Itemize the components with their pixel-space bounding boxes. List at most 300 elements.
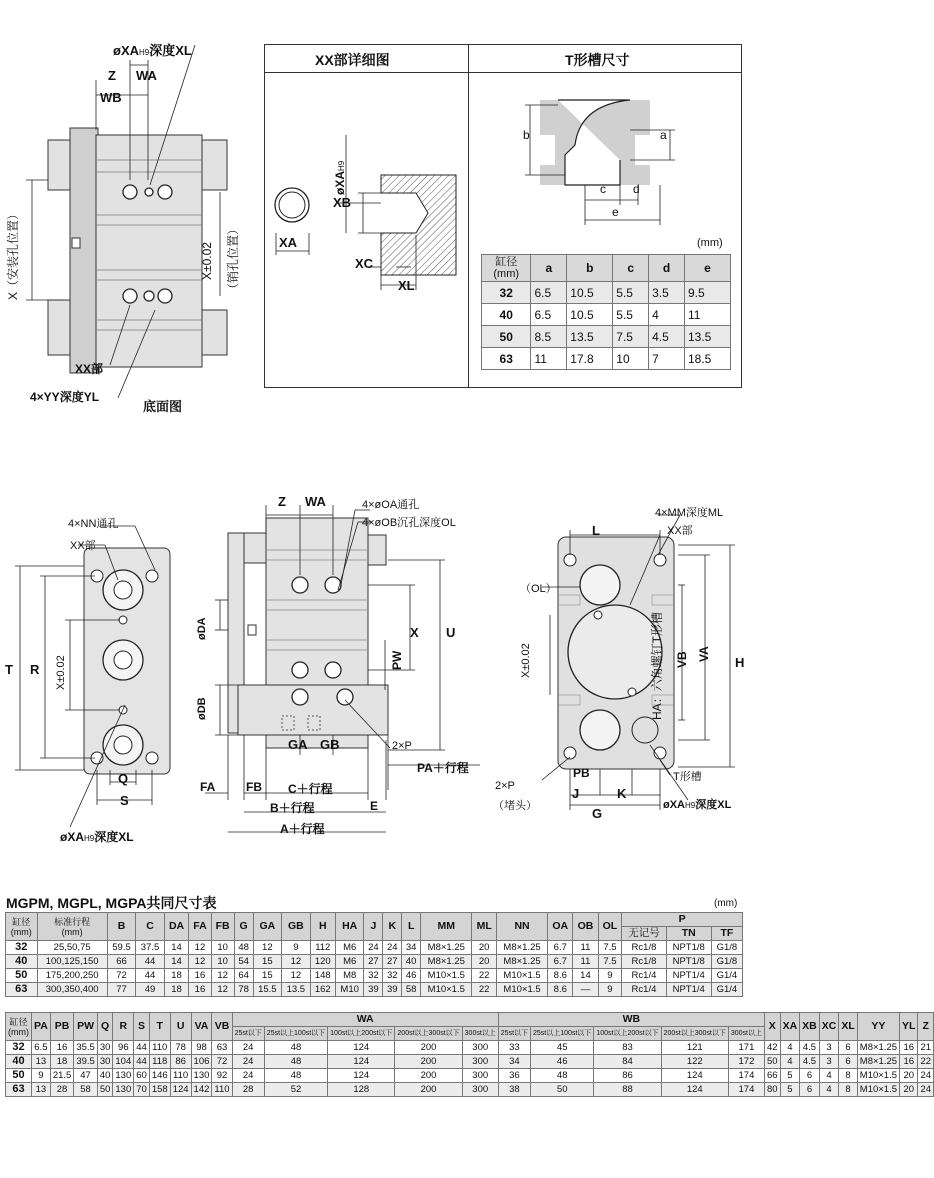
h-label: H (735, 655, 745, 670)
dims1-head: HA (335, 913, 364, 941)
dims1-cell: 49 (136, 983, 165, 997)
dims2-head: YL (900, 1013, 918, 1041)
dims2-cell: 4.5 (800, 1041, 820, 1055)
mm-label: 4×MM深度ML (655, 507, 724, 519)
dims2-cell: 20 (900, 1069, 918, 1083)
dims2-cell: 34 (498, 1055, 530, 1069)
dims2-cell: 92 (212, 1069, 232, 1083)
dims1-cell: Rc1/8 (622, 941, 666, 955)
bottom-view-caption: 底面图 (143, 399, 183, 414)
dims2-cell: 110 (212, 1083, 232, 1097)
tslot-head: e (684, 255, 730, 282)
tslot-cell: 50 (482, 326, 531, 348)
dims1-cell: 15 (253, 955, 282, 969)
dims2-cell: 146 (149, 1069, 170, 1083)
dims2-cell: 16 (900, 1055, 918, 1069)
dims2-cell: 48 (264, 1069, 327, 1083)
dims2-cell: 4 (780, 1055, 800, 1069)
dims2-w-sub: 100st以上200st以下 (328, 1027, 395, 1041)
dims2-cell: 40 (6, 1055, 32, 1069)
b-stroke-label: B＋行程 (270, 801, 315, 815)
tslot-title: T形槽尺寸 (565, 52, 630, 68)
dims1-cell: 50 (6, 969, 38, 983)
dims1-cell: 37.5 (136, 941, 165, 955)
dims1-cell: NPT1/8 (666, 941, 711, 955)
dims1-cell: 24 (383, 941, 402, 955)
dims1-cell: 46 (402, 969, 421, 983)
dims1-cell: 59.5 (107, 941, 136, 955)
dims2-cell: 63 (6, 1083, 32, 1097)
dims2-cell: 300 (462, 1083, 498, 1097)
dims2-cell: 106 (191, 1055, 212, 1069)
dims1-cell: 10 (211, 941, 234, 955)
dims2-cell: 96 (113, 1041, 134, 1055)
dims2-cell: 6 (800, 1083, 820, 1097)
tslot-head: b (567, 255, 613, 282)
e-label: E (370, 799, 379, 813)
oa-label: 4×øOA通孔 (362, 499, 420, 511)
dims2-cell: 70 (134, 1083, 150, 1097)
j-label: J (572, 786, 580, 801)
xa2-label: XA (279, 235, 298, 250)
dims2-cell: 83 (594, 1041, 661, 1055)
dims1-cell: 78 (234, 983, 253, 997)
ob-label: 4×øOB沉孔深度OL (362, 517, 456, 529)
g-label: G (592, 806, 603, 821)
dims-table-2 (5, 1012, 934, 1097)
tslot-cell: 32 (482, 282, 531, 304)
dims2-cell: 44 (134, 1055, 150, 1069)
dims2-cell: M10×1.5 (857, 1069, 899, 1083)
dims1-head: K (383, 913, 402, 941)
dims2-cell: 300 (462, 1041, 498, 1055)
dims2-cell: 28 (50, 1083, 74, 1097)
dims2-cell: 104 (113, 1055, 134, 1069)
dims1-cell: 6.7 (548, 941, 573, 955)
tslot-cell: 10.5 (567, 282, 613, 304)
side-wa-label: WA (305, 494, 326, 509)
fa-label: FA (200, 780, 216, 794)
dims1-cell: M10×1.5 (496, 983, 547, 997)
dims1-cell: 32 (383, 969, 402, 983)
dims2-cell: 8 (839, 1069, 857, 1083)
dims1-cell: 9 (598, 983, 622, 997)
dims1-cell: 10 (211, 955, 234, 969)
t-label: T (5, 662, 13, 677)
dims1-cell: 8.6 (548, 983, 573, 997)
dims1-cell: 300,350,400 (37, 983, 107, 997)
dims1-p-sub: TF (711, 927, 742, 941)
dims1-cell: 20 (472, 941, 496, 955)
dims2-w-sub: 200st以上300st以下 (395, 1027, 462, 1041)
dims1-cell: Rc1/8 (622, 955, 666, 969)
side-x-label: X (410, 625, 419, 640)
tslot-cell: 6.5 (531, 282, 567, 304)
va-label: VA (697, 646, 711, 662)
tslot-cell: 13.5 (684, 326, 730, 348)
dims1-head: ML (472, 913, 496, 941)
dims2-cell: 4.5 (800, 1055, 820, 1069)
tslot-head: c (613, 255, 649, 282)
dims2-cell: 200 (395, 1055, 462, 1069)
plug-label: （堵头） (493, 800, 537, 812)
dims1-head: P (622, 913, 743, 927)
tslot-cell: 9.5 (684, 282, 730, 304)
dims2-cell: 50 (531, 1083, 594, 1097)
dims1-cell: M6 (335, 955, 364, 969)
dims1-cell: M8×1.25 (421, 941, 472, 955)
dims2-cell: 300 (462, 1069, 498, 1083)
dims2-cell: 200 (395, 1041, 462, 1055)
dims2-cell: 50 (765, 1055, 781, 1069)
x-pin-sub-label: （销孔位置） (226, 222, 240, 295)
dims2-cell: 8 (839, 1083, 857, 1097)
dims1-cell: 32 (6, 941, 38, 955)
x-mount-label: X（安装孔位置） (6, 207, 20, 300)
dims1-cell: M8 (335, 969, 364, 983)
dims1-head: B (107, 913, 136, 941)
dims1-cell: M10×1.5 (496, 969, 547, 983)
end-x-label: X±0.02 (520, 643, 532, 678)
tslot-cell: 18.5 (684, 348, 730, 370)
tslot-cell: 5.5 (613, 304, 649, 326)
dims2-cell: 6 (839, 1055, 857, 1069)
dims2-cell: 30 (97, 1055, 113, 1069)
xc-label: XC (355, 256, 374, 271)
dims-table-1 (5, 912, 743, 997)
dims2-cell: 9 (32, 1069, 51, 1083)
dims-title: MGPM, MGPL, MGPA共同尺寸表 (6, 895, 217, 911)
dims1-cell: 22 (472, 983, 496, 997)
tslot-cell: 7 (649, 348, 685, 370)
dims-unit: (mm) (714, 898, 738, 909)
dims2-w-sub: 300st以上 (728, 1027, 764, 1041)
dims2-w-sub: 25st以下 (232, 1027, 264, 1041)
front-xa-label: øXAH9深度XL (60, 830, 134, 844)
dims1-head: C (136, 913, 165, 941)
dims1-cell: 48 (234, 941, 253, 955)
dims2-cell: 98 (191, 1041, 212, 1055)
dims2-cell: 6 (800, 1069, 820, 1083)
dims2-cell: 24 (918, 1083, 934, 1097)
dims2-cell: 124 (661, 1069, 728, 1083)
dims2-head: YY (857, 1013, 899, 1041)
dims2-cell: 200 (395, 1083, 462, 1097)
dims2-cell: M10×1.5 (857, 1083, 899, 1097)
dims1-cell: 34 (402, 941, 421, 955)
tslot-cell: 6.5 (531, 304, 567, 326)
dims1-head: GB (282, 913, 311, 941)
dims1-cell: 40 (6, 955, 38, 969)
dims2-cell: 88 (594, 1083, 661, 1097)
dims1-cell: 16 (189, 983, 211, 997)
dims1-cell: 12 (211, 983, 234, 997)
tslot-head: a (531, 255, 567, 282)
yy-label: 4×YY深度YL (30, 390, 100, 404)
dims1-cell: 44 (136, 955, 165, 969)
dims1-head: 标准行程 (mm) (37, 913, 107, 941)
dims1-head: OL (598, 913, 622, 941)
dims2-head: XA (780, 1013, 800, 1041)
dims2-cell: 124 (328, 1069, 395, 1083)
db-label: øDB (196, 697, 208, 720)
dims1-head: FB (211, 913, 234, 941)
side-p-label: 2×P (392, 740, 412, 752)
dims2-w-sub: 25st以上100st以下 (531, 1027, 594, 1041)
xx-detail-title: XX部详细图 (315, 52, 390, 68)
dims2-head: VB (212, 1013, 232, 1041)
dims1-cell: 12 (211, 969, 234, 983)
c-stroke-label: C＋行程 (288, 782, 333, 796)
dims1-cell: 39 (364, 983, 383, 997)
dims2-cell: 130 (113, 1083, 134, 1097)
dims1-cell: G1/4 (711, 983, 742, 997)
dims2-cell: M8×1.25 (857, 1055, 899, 1069)
dims1-cell: 14 (164, 941, 188, 955)
dims1-cell: G1/8 (711, 955, 742, 969)
nn-label: 4×NN通孔 (68, 518, 119, 530)
dims2-cell: 3 (819, 1041, 839, 1055)
dims2-cell: 58 (74, 1083, 98, 1097)
dims2-cell: 142 (191, 1083, 212, 1097)
dims1-cell: 12 (189, 955, 211, 969)
dims2-cell: 48 (264, 1041, 327, 1055)
dims1-cell: NPT1/8 (666, 955, 711, 969)
tslot-b-label: b (523, 128, 530, 142)
dims1-cell: 175,200,250 (37, 969, 107, 983)
dims1-cell: 54 (234, 955, 253, 969)
end-xa-label: øXAH9深度XL (663, 799, 732, 811)
dims1-cell: 11 (573, 941, 598, 955)
pw-label: PW (390, 650, 404, 670)
dims2-cell: 13 (32, 1083, 51, 1097)
dims2-cell: 16 (900, 1041, 918, 1055)
dims1-cell: 112 (310, 941, 335, 955)
da-label: øDA (196, 617, 208, 640)
dims1-cell: M10 (335, 983, 364, 997)
tslot-cell: 11 (684, 304, 730, 326)
side-view-drawing (190, 490, 530, 840)
side-z-label: Z (278, 494, 286, 509)
dims2-cell: 60 (134, 1069, 150, 1083)
dims2-cell: 35.5 (74, 1041, 98, 1055)
dims1-cell: Rc1/4 (622, 983, 666, 997)
xx-detail-drawing (266, 75, 466, 375)
xl-label: XL (398, 278, 415, 293)
dims2-head: T (149, 1013, 170, 1041)
wb-label: WB (100, 90, 122, 105)
vb-label: VB (675, 651, 689, 668)
dims2-cell: 130 (191, 1069, 212, 1083)
dims1-cell: 14 (164, 955, 188, 969)
tslot-cell: 13.5 (567, 326, 613, 348)
dims1-cell: 18 (164, 983, 188, 997)
dims2-cell: 200 (395, 1069, 462, 1083)
dims2-cell: 22 (918, 1055, 934, 1069)
q-label: Q (118, 771, 129, 786)
dims2-w-sub: 25st以下 (498, 1027, 530, 1041)
tslot-cell: 4.5 (649, 326, 685, 348)
dims1-cell: 22 (472, 969, 496, 983)
dims2-cell: 6 (839, 1041, 857, 1055)
dims1-cell: M8×1.25 (421, 955, 472, 969)
dims1-cell: — (573, 983, 598, 997)
wa-label: WA (136, 68, 157, 83)
xb-label: XB (333, 195, 352, 210)
dims2-cell: 122 (661, 1055, 728, 1069)
pa-label: PA＋行程 (417, 761, 469, 775)
pb-label: PB (573, 766, 590, 780)
dims2-cell: 174 (728, 1069, 764, 1083)
tslot-cell: 17.8 (567, 348, 613, 370)
dims2-cell: 171 (728, 1041, 764, 1055)
dims1-cell: 27 (364, 955, 383, 969)
dims2-cell: 24 (918, 1069, 934, 1083)
u-label: U (446, 625, 456, 640)
dims2-head: WB (498, 1013, 764, 1027)
dims2-cell: 44 (134, 1041, 150, 1055)
dims1-cell: 77 (107, 983, 136, 997)
dims2-cell: 46 (531, 1055, 594, 1069)
dims2-head: VA (191, 1013, 212, 1041)
dims2-cell: 5 (780, 1069, 800, 1083)
dims2-cell: 20 (900, 1083, 918, 1097)
dims1-cell: 63 (6, 983, 38, 997)
dims1-cell: 15 (253, 969, 282, 983)
xa-h9-label: øXAH9 (333, 160, 347, 195)
k-label: K (617, 786, 627, 801)
dims2-cell: 45 (531, 1041, 594, 1055)
dims2-head: XB (800, 1013, 820, 1041)
dims1-cell: 32 (364, 969, 383, 983)
dims1-cell: NPT1/4 (666, 969, 711, 983)
dims2-cell: 63 (212, 1041, 232, 1055)
dims2-cell: 50 (6, 1069, 32, 1083)
dims2-head: PA (32, 1013, 51, 1041)
dims2-cell: 28 (232, 1083, 264, 1097)
dims1-cell: 72 (107, 969, 136, 983)
dims2-cell: 50 (97, 1083, 113, 1097)
fb-label: FB (246, 780, 262, 794)
dims1-cell: 20 (472, 955, 496, 969)
dims2-cell: 13 (32, 1055, 51, 1069)
s-label: S (120, 793, 129, 808)
dims2-cell: 118 (149, 1055, 170, 1069)
dims2-head: PW (74, 1013, 98, 1041)
dims1-cell: NPT1/4 (666, 983, 711, 997)
dims2-cell: 42 (765, 1041, 781, 1055)
z-label: Z (108, 68, 116, 83)
dims1-head: J (364, 913, 383, 941)
end-view-drawing (520, 495, 750, 835)
dims1-cell: 58 (402, 983, 421, 997)
front-xx-label: XX部 (70, 540, 96, 552)
dims2-cell: 130 (113, 1069, 134, 1083)
tslot-head: d (649, 255, 685, 282)
dims2-head: Q (97, 1013, 113, 1041)
dims2-cell: 21.5 (50, 1069, 74, 1083)
dims2-cell: 48 (264, 1055, 327, 1069)
dims2-cell: 300 (462, 1055, 498, 1069)
dims2-cell: 4 (819, 1083, 839, 1097)
dims2-cell: 78 (170, 1041, 191, 1055)
tslot-cell: 8.5 (531, 326, 567, 348)
dims1-cell: 120 (310, 955, 335, 969)
dims2-cell: 52 (264, 1083, 327, 1097)
tslot-cell: 3.5 (649, 282, 685, 304)
dims1-cell: M8×1.25 (496, 941, 547, 955)
dims2-head: PB (50, 1013, 74, 1041)
dims1-head: L (402, 913, 421, 941)
dims2-cell: 84 (594, 1055, 661, 1069)
dims2-cell: 24 (232, 1055, 264, 1069)
dims1-cell: Rc1/4 (622, 969, 666, 983)
gb-label: GB (320, 737, 340, 752)
dims2-cell: 80 (765, 1083, 781, 1097)
tslot-table (481, 254, 731, 370)
panel-divider (468, 44, 469, 388)
dims2-cell: 172 (728, 1055, 764, 1069)
dims2-cell: 86 (170, 1055, 191, 1069)
dims1-cell: 39 (383, 983, 402, 997)
dims2-cell: 39.5 (74, 1055, 98, 1069)
dims2-cell: 174 (728, 1083, 764, 1097)
dims2-cell: 30 (97, 1041, 113, 1055)
dims1-head: MM (421, 913, 472, 941)
dims2-cell: 72 (212, 1055, 232, 1069)
dims1-cell: 16 (189, 969, 211, 983)
dims1-head: DA (164, 913, 188, 941)
dims2-cell: 110 (170, 1069, 191, 1083)
dims1-cell: 25,50,75 (37, 941, 107, 955)
end-p-label: 2×P (495, 780, 515, 792)
dims1-cell: 148 (310, 969, 335, 983)
dims1-head: OB (573, 913, 598, 941)
dims1-cell: 100,125,150 (37, 955, 107, 969)
dims1-cell: 12 (282, 969, 311, 983)
dims1-p-sub: TN (666, 927, 711, 941)
dims2-head: WA (232, 1013, 498, 1027)
tslot-unit: (mm) (697, 237, 723, 249)
dims1-head: GA (253, 913, 282, 941)
dims1-cell: 8.6 (548, 969, 573, 983)
x-pin-label: X±0.02 (200, 242, 214, 280)
dims2-w-sub: 300st以上 (462, 1027, 498, 1041)
dims1-cell: 11 (573, 955, 598, 969)
dims1-cell: G1/8 (711, 941, 742, 955)
tslot-c-label: c (600, 182, 606, 196)
dims1-head: FA (189, 913, 211, 941)
dims1-cell: 18 (164, 969, 188, 983)
dims1-cell: 44 (136, 969, 165, 983)
dims1-cell: M10×1.5 (421, 983, 472, 997)
dims1-cell: M6 (335, 941, 364, 955)
dims1-head: OA (548, 913, 573, 941)
dims2-head: R (113, 1013, 134, 1041)
dims2-cell: 40 (97, 1069, 113, 1083)
dims1-cell: G1/4 (711, 969, 742, 983)
bottom-view-drawing (0, 20, 262, 420)
dims2-w-sub: 25st以上100st以下 (264, 1027, 327, 1041)
tslot-d-label: d (633, 182, 640, 196)
dims1-cell: 24 (364, 941, 383, 955)
tslot-a-label: a (660, 128, 667, 142)
hex-label: HA：六角螺钉T形槽 (650, 611, 664, 720)
xa-label: øXAH9深度XL (113, 43, 192, 58)
dims1-cell: 162 (310, 983, 335, 997)
ga-label: GA (288, 737, 308, 752)
dims2-cell: 47 (74, 1069, 98, 1083)
